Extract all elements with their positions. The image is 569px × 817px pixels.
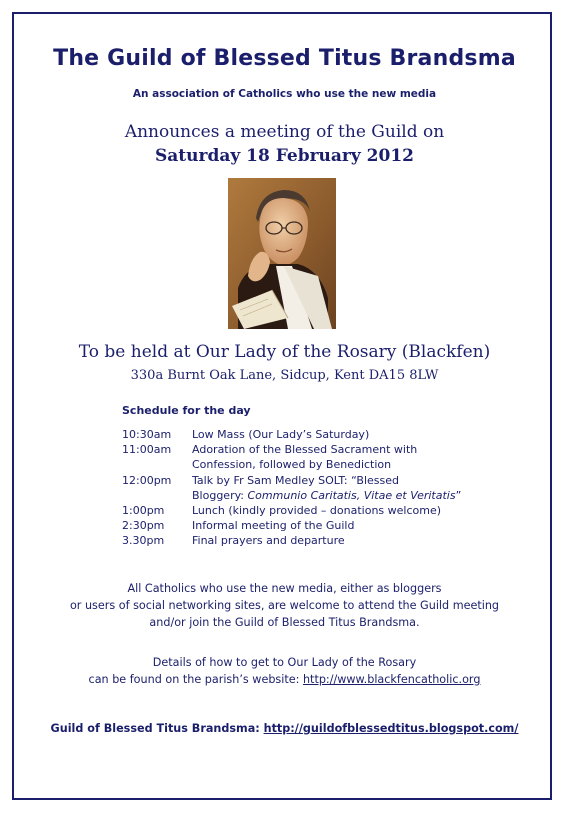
announcement-line: Announces a meeting of the Guild on	[124, 122, 445, 142]
schedule-description: Informal meeting of the Guild	[192, 519, 355, 533]
portrait-of-titus-brandsma-icon	[228, 178, 336, 329]
portrait-image	[228, 178, 336, 329]
schedule-description: Adoration of the Blessed Sacrament with	[192, 443, 418, 457]
schedule-item	[122, 503, 502, 518]
venue-address: 330a Burnt Oak Lane, Sidcup, Kent DA15 8LW	[130, 368, 439, 383]
schedule-item-continued	[122, 488, 502, 503]
schedule-heading: Schedule for the day	[122, 404, 251, 417]
directions-paragraph: Details of how to get to Our Lady of the Rosary can be found on the parish’s website: http://www.blackfencatholic.org	[88, 656, 481, 686]
schedule-list	[122, 427, 502, 549]
schedule-item	[122, 427, 502, 442]
page-title: The Guild of Blessed Titus Brandsma	[53, 46, 516, 71]
venue-title: To be held at Our Lady of the Rosary (Blackfen)	[78, 342, 491, 362]
schedule-time: 2:30pm	[122, 519, 165, 533]
schedule-item	[122, 442, 502, 457]
schedule-time: 11:00am	[122, 443, 172, 457]
schedule-description: Final prayers and departure	[192, 534, 345, 548]
page-subtitle: An association of Catholics who use the new media	[132, 88, 437, 100]
schedule-time: 3.30pm	[122, 534, 165, 548]
meeting-date: Saturday 18 February 2012	[155, 146, 414, 166]
schedule-description: Confession, followed by Benediction	[192, 458, 392, 472]
schedule-item	[122, 533, 502, 548]
talk-title: Communio Caritatis, Vitae et Veritatis	[247, 488, 456, 502]
guild-blog-line: Guild of Blessed Titus Brandsma: http://guildofblessedtitus.blogspot.com/	[50, 722, 519, 735]
schedule-time: 12:00pm	[122, 473, 172, 487]
schedule-time: 10:30am	[122, 428, 172, 441]
schedule-description: Lunch (kindly provided – donations welcome)	[192, 504, 442, 518]
welcome-paragraph: All Catholics who use the new media, either as bloggers or users of social networking sites, are welcome to attend the Guild meeting and/or join the Guild of Blessed Titus Brandsma.	[69, 582, 500, 629]
schedule-item	[122, 518, 502, 533]
schedule-item-continued	[122, 457, 502, 472]
schedule-description: Talk by Fr Sam Medley SOLT: “Blessed	[192, 473, 400, 487]
schedule-item	[122, 473, 502, 488]
schedule-description: Low Mass (Our Lady’s Saturday)	[192, 428, 370, 441]
parish-website-link[interactable]: http://www.blackfencatholic.org	[302, 673, 481, 686]
schedule-description: Bloggery: Communio Caritatis, Vitae et Veritatis”	[192, 488, 462, 502]
guild-blog-link[interactable]: http://guildofblessedtitus.blogspot.com/	[263, 722, 519, 735]
schedule-time: 1:00pm	[122, 504, 165, 518]
